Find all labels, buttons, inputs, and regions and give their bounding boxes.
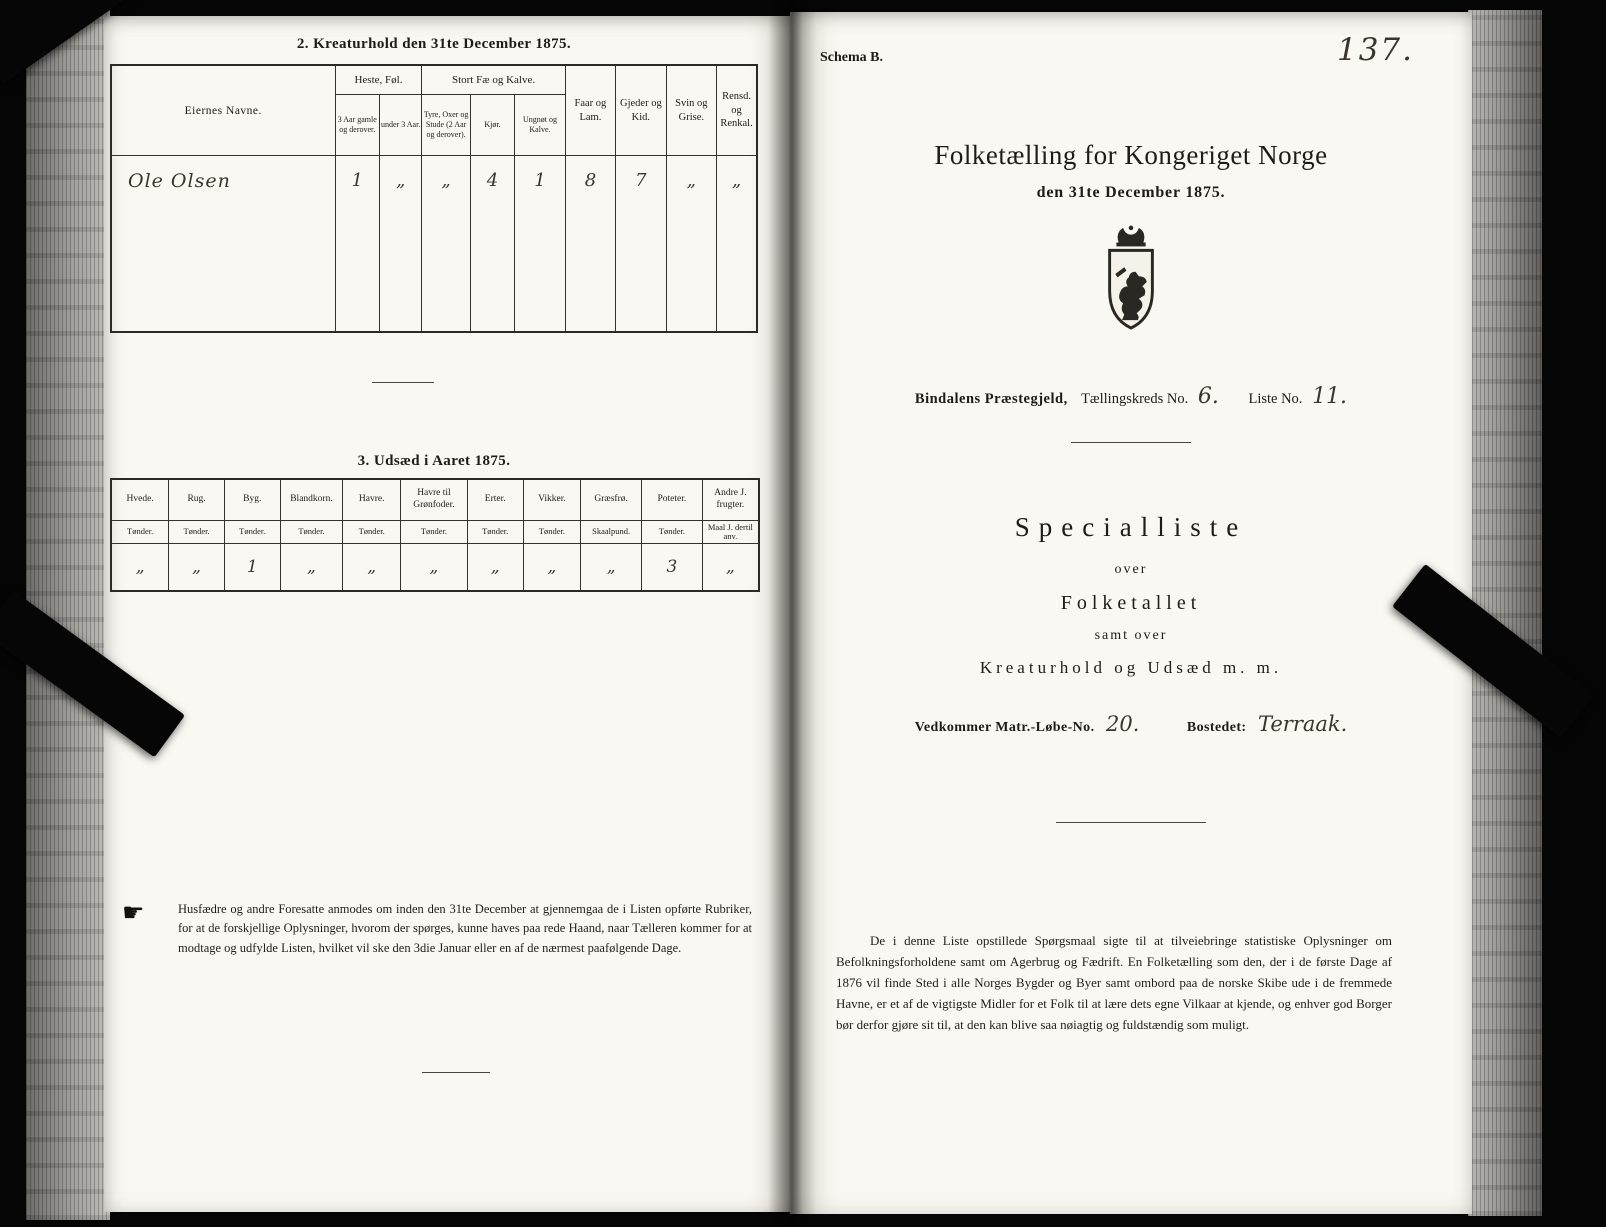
schema-label: Schema B. — [820, 50, 883, 65]
pointing-hand-icon: ☛ — [122, 898, 145, 927]
cell-peas: „ — [467, 544, 523, 592]
unit-peas: Tønder. — [467, 521, 523, 544]
residence-label: Bostedet: — [1186, 720, 1247, 735]
col-header-mixed-grain: Blandkorn. — [280, 479, 343, 521]
col-subheader-cows: Kjør. — [470, 95, 514, 156]
cell-vetches: „ — [523, 544, 581, 592]
col-header-wheat: Hvede. — [111, 479, 169, 521]
unit-other-crops: Maal J. dertil anv. — [702, 521, 759, 544]
col-header-oats: Havre. — [343, 479, 401, 521]
divider-rule — [1071, 442, 1191, 443]
residence-value: Terraak. — [1257, 712, 1348, 736]
seed-table-title: 3. Udsæd i Aaret 1875. — [357, 453, 511, 469]
cell-mixed-grain: „ — [280, 544, 343, 592]
col-header-peas: Erter. — [467, 479, 523, 521]
col-header-reindeer: Rensd. og Renkal. — [717, 65, 757, 156]
unit-mixed-grain: Tønder. — [280, 521, 343, 544]
cell-potatoes: 3 — [642, 544, 703, 592]
col-header-oats-fodder: Havre til Grønfoder. — [401, 479, 468, 521]
col-header-vetches: Vikker. — [523, 479, 581, 521]
cell-grass-seed: „ — [581, 544, 642, 592]
enumeration-district-label: Tællingskreds No. — [1081, 391, 1189, 407]
col-subheader-horses-over3: 3 Aar gamle og derover. — [335, 95, 379, 156]
parish-line — [790, 384, 1472, 409]
explanatory-paragraph: De i denne Liste opstillede Spørgsmaal sigte til at tilveiebringe statistiske Oplysninger om Befolkningsforholdene samt om Agerbrug og Fædrift. En Folketælling som den, der i de første Dage af 1876 vil finde Sted i alle Norges Bygder og Byer samt ombord paa de norske Skibe ude i de fremmede Havne, er et af de vigtigste Midler for et Folk til at lære dets egne Vilkaar at kjende, og enhver god Borger bør derfor gjøre sit til, at den kan blive saa nøiagtig og fuldstændig som muligt. — [836, 933, 1392, 1033]
cadastre-number-label: Vedkommer Matr.-Løbe-No. — [914, 720, 1095, 735]
seed-table — [110, 478, 760, 592]
unit-rye: Tønder. — [169, 521, 225, 544]
coat-of-arms — [790, 224, 1472, 347]
cell-wheat: „ — [111, 544, 169, 592]
unit-oats-fodder: Tønder. — [401, 521, 468, 544]
footnote-text: Husfædre og andre Foresatte anmodes om inden den 31te December at gjennemgaa de i Listen opførte Rubriker, for at de forskjellige Oplysninger, hvorom der spørges, kunne haves paa rede Haand, naar Tælleren kommer for at modtage og udfylde Listen, hvilket vil ske den 3die Januar eller en af de nærmest paafølgende Dage. — [178, 902, 752, 955]
instruction-footnote — [122, 900, 752, 958]
unit-potatoes: Tønder. — [642, 521, 703, 544]
livestock-table-title: 2. Kreaturhold den 31te December 1875. — [296, 36, 572, 52]
parish-name: Bindalens Præstegjeld, — [914, 391, 1068, 407]
unit-barley: Tønder. — [224, 521, 280, 544]
table-row — [111, 156, 757, 333]
cell-young-cattle: 1 — [515, 156, 565, 333]
col-header-sheep: Faar og Lam. — [565, 65, 615, 156]
list-number-label: Liste No. — [1248, 391, 1303, 407]
cell-horses-over3: 1 — [335, 156, 379, 333]
divider-rule — [422, 1072, 490, 1073]
cell-oats: „ — [343, 544, 401, 592]
norwegian-lion-crest-icon — [1095, 224, 1167, 342]
col-header-goats: Gjeder og Kid. — [616, 65, 666, 156]
cell-barley: 1 — [224, 544, 280, 592]
unit-grass-seed: Skaalpund. — [581, 521, 642, 544]
special-list-title: Specialliste — [1014, 512, 1248, 542]
right-page — [790, 12, 1472, 1214]
page-number-handwritten: 137. — [1336, 32, 1414, 68]
cell-sheep: 8 — [565, 156, 615, 333]
special-list-over: over — [1114, 562, 1148, 577]
col-group-cattle: Stort Fæ og Kalve. — [422, 65, 565, 95]
special-list-livestock: Kreaturhold og Udsæd m. m. — [979, 658, 1283, 677]
cell-pigs: „ — [666, 156, 716, 333]
enumeration-district-value: 6. — [1197, 384, 1219, 409]
table-row — [111, 544, 759, 592]
col-group-horses: Heste, Føl. — [335, 65, 422, 95]
special-list-samt-over: samt over — [1094, 628, 1168, 643]
divider-rule — [1056, 822, 1206, 823]
unit-wheat: Tønder. — [111, 521, 169, 544]
col-header-barley: Byg. — [224, 479, 280, 521]
cell-bulls-oxen: „ — [422, 156, 470, 333]
col-header-potatoes: Poteter. — [642, 479, 703, 521]
unit-oats: Tønder. — [343, 521, 401, 544]
col-subheader-horses-under3: under 3 Aar. — [379, 95, 421, 156]
cell-horses-under3: „ — [379, 156, 421, 333]
cell-other-crops: „ — [702, 544, 759, 592]
cell-goats: 7 — [616, 156, 666, 333]
census-date: den 31te December 1875. — [1036, 184, 1226, 201]
cell-rye: „ — [169, 544, 225, 592]
owner-name-handwritten: Ole Olsen — [111, 156, 335, 333]
col-subheader-bulls-oxen: Tyre, Oxer og Stude (2 Aar og derover). — [422, 95, 470, 156]
census-title: Folketælling for Kongeriget Norge — [934, 140, 1328, 170]
col-header-grass-seed: Græsfrø. — [581, 479, 642, 521]
reference-line — [790, 712, 1472, 736]
col-header-pigs: Svin og Grise. — [666, 65, 716, 156]
cell-reindeer: „ — [717, 156, 757, 333]
cell-cows: 4 — [470, 156, 514, 333]
col-header-rye: Rug. — [169, 479, 225, 521]
unit-vetches: Tønder. — [523, 521, 581, 544]
livestock-table — [110, 64, 758, 333]
col-subheader-young-cattle: Ungnøt og Kalve. — [515, 95, 565, 156]
special-list-population: Folketallet — [1060, 592, 1202, 614]
list-number-value: 11. — [1312, 384, 1348, 409]
cadastre-number-value: 20. — [1105, 712, 1140, 736]
left-page — [104, 16, 790, 1212]
col-header-other-crops: Andre J. frugter. — [702, 479, 759, 521]
col-header-owners: Eiernes Navne. — [111, 65, 335, 156]
cell-oats-fodder: „ — [401, 544, 468, 592]
divider-rule — [372, 382, 434, 383]
